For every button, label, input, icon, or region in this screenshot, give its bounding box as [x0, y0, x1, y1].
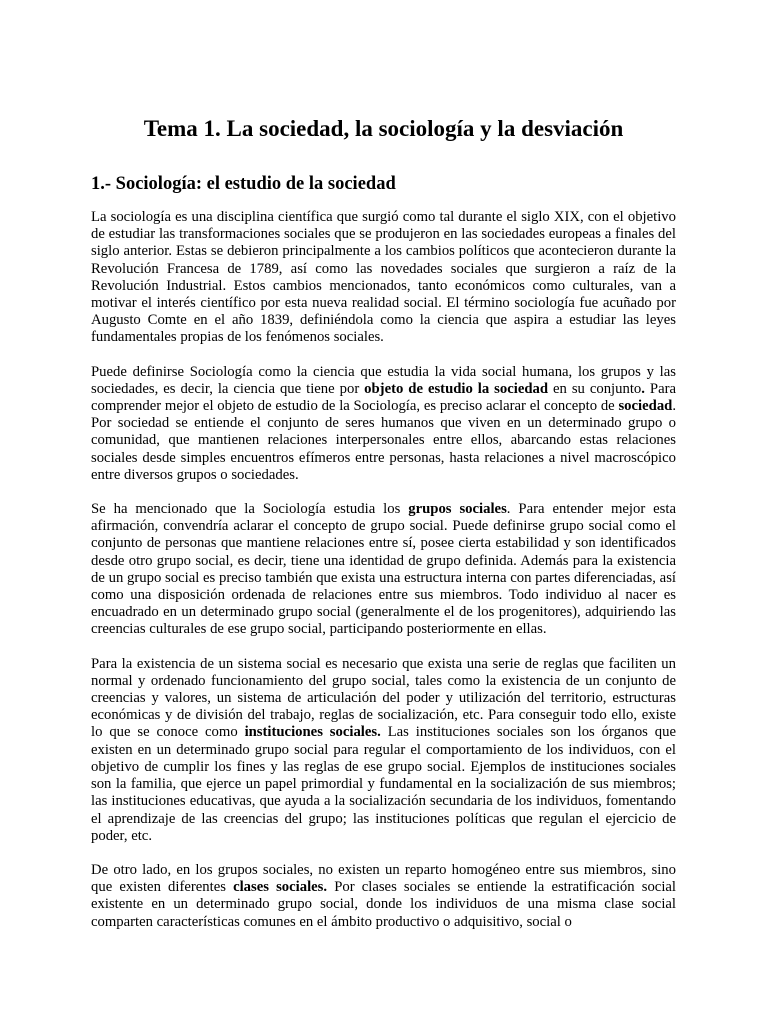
- section-heading: 1.- Sociología: el estudio de la sociedad: [91, 174, 396, 194]
- text-run: . Para entender mejor esta afirmación, convendría aclarar el concepto de grupo social. Puede definirse grupo social como el conjunto de personas que mantiene relaciones entre sí, posee cierta estabilidad y son identificados desde otro grupo social, es decir, tiene una identidad de grupo definida. Además para la existencia de un grupo social es preciso también que exista una estructura interna con partes diferenciadas, así como una disposición ordenada de relaciones entre sus miembros. Todo individuo al nacer es encuadrado en un determinado grupo social (generalmente el de los progenitores), adquiriendo las creencias culturales de ese grupo social, participando posteriormente en ellas.: [91, 501, 676, 638]
- text-run: . Por sociedad se entiende el conjunto de seres humanos que viven en un determinado grupo o comunidad, que mantienen relaciones interpersonales entre ellos, abarcando estas relaciones sociales desde simples encuentros efímeros entre personas, hasta relaciones a nivel macroscópico entre diversos grupos o sociedades.: [91, 398, 676, 483]
- bold-term: grupos sociales: [408, 501, 507, 518]
- bold-term: clases sociales.: [233, 879, 328, 896]
- text-run: Puede definirse Sociología como la ciencia que estudia la vida social humana, los grupos y las sociedades, es decir, la ciencia que tiene por: [91, 363, 676, 397]
- text-run: Por clases sociales se entiende la estratificación social existente en un determinado grupo social, donde los individuos de una misma clase social comparten características comunes en el ámbito productivo o adquisitivo, social o: [91, 879, 676, 930]
- document-page: [91, 115, 676, 948]
- bold-term: instituciones sociales.: [244, 724, 381, 741]
- text-run: De otro lado, en los grupos sociales, no existen un reparto homogéneo entre sus miembros, sino que existen diferentes: [91, 861, 676, 896]
- document-body: [91, 209, 676, 931]
- text-run: en su conjunto: [548, 380, 642, 397]
- body-paragraph: [91, 501, 676, 639]
- text-run: Para la existencia de un sistema social es necesario que exista una serie de reglas que faciliten un normal y ordenado funcionamiento del grupo social, tales como la existencia de un conjunto de creencias y valores, un sistema de articulación del poder y utilización del territorio, estructuras económicas y de división del trabajo, reglas de socialización, etc. Para conseguir todo ello, existe lo que se conoce como: [91, 655, 676, 741]
- body-paragraph: [91, 364, 676, 484]
- text-run: La sociología es una disciplina científica que surgió como tal durante el siglo XIX, con el objetivo de estudiar las transformaciones sociales que se produjeron en las sociedades europeas a finales del siglo anterior. Estas se debieron principalmente a los cambios políticos que acontecieron durante la Revolución Francesa de 1789, así como las novedades sociales que surgieron a raíz de la Revolución Industrial. Estos cambios mencionados, tanto económicos como culturales, van a motivar el interés científico por esta nueva realidad social. El término sociología fue acuñado por Augusto Comte en el año 1839, definiéndola como la ciencia que aspira a estudiar las leyes fundamentales propias de los fenómenos sociales.: [91, 209, 676, 346]
- document-title: Tema 1. La sociedad, la sociología y la desviación: [143, 116, 624, 141]
- text-run: Se ha mencionado que la Sociología estudia los: [91, 501, 409, 518]
- text-run: Las instituciones sociales son los órganos que existen en un determinado grupo social para regular el comportamiento de los individuos, con el objetivo de cumplir los fines y las reglas de ese grupo social. Ejemplos de instituciones sociales son la familia, que ejerce un papel primordial y fundamental en la socialización de sus miembros; las instituciones educativas, que ayuda a la socialización secundaria de los individuos, fomentando el aprendizaje de las creencias del grupo; las instituciones políticas que regulan el ejercicio de poder, etc.: [91, 724, 676, 844]
- body-paragraph: [91, 862, 676, 931]
- text-run: Para comprender mejor el objeto de estudio de la Sociología, es preciso aclarar el concepto de: [91, 380, 676, 415]
- bold-term: sociedad: [618, 398, 673, 415]
- body-paragraph: [91, 656, 676, 845]
- body-paragraph: [91, 209, 676, 347]
- bold-term: .: [641, 380, 645, 397]
- bold-term: objeto de estudio la sociedad: [364, 380, 549, 397]
